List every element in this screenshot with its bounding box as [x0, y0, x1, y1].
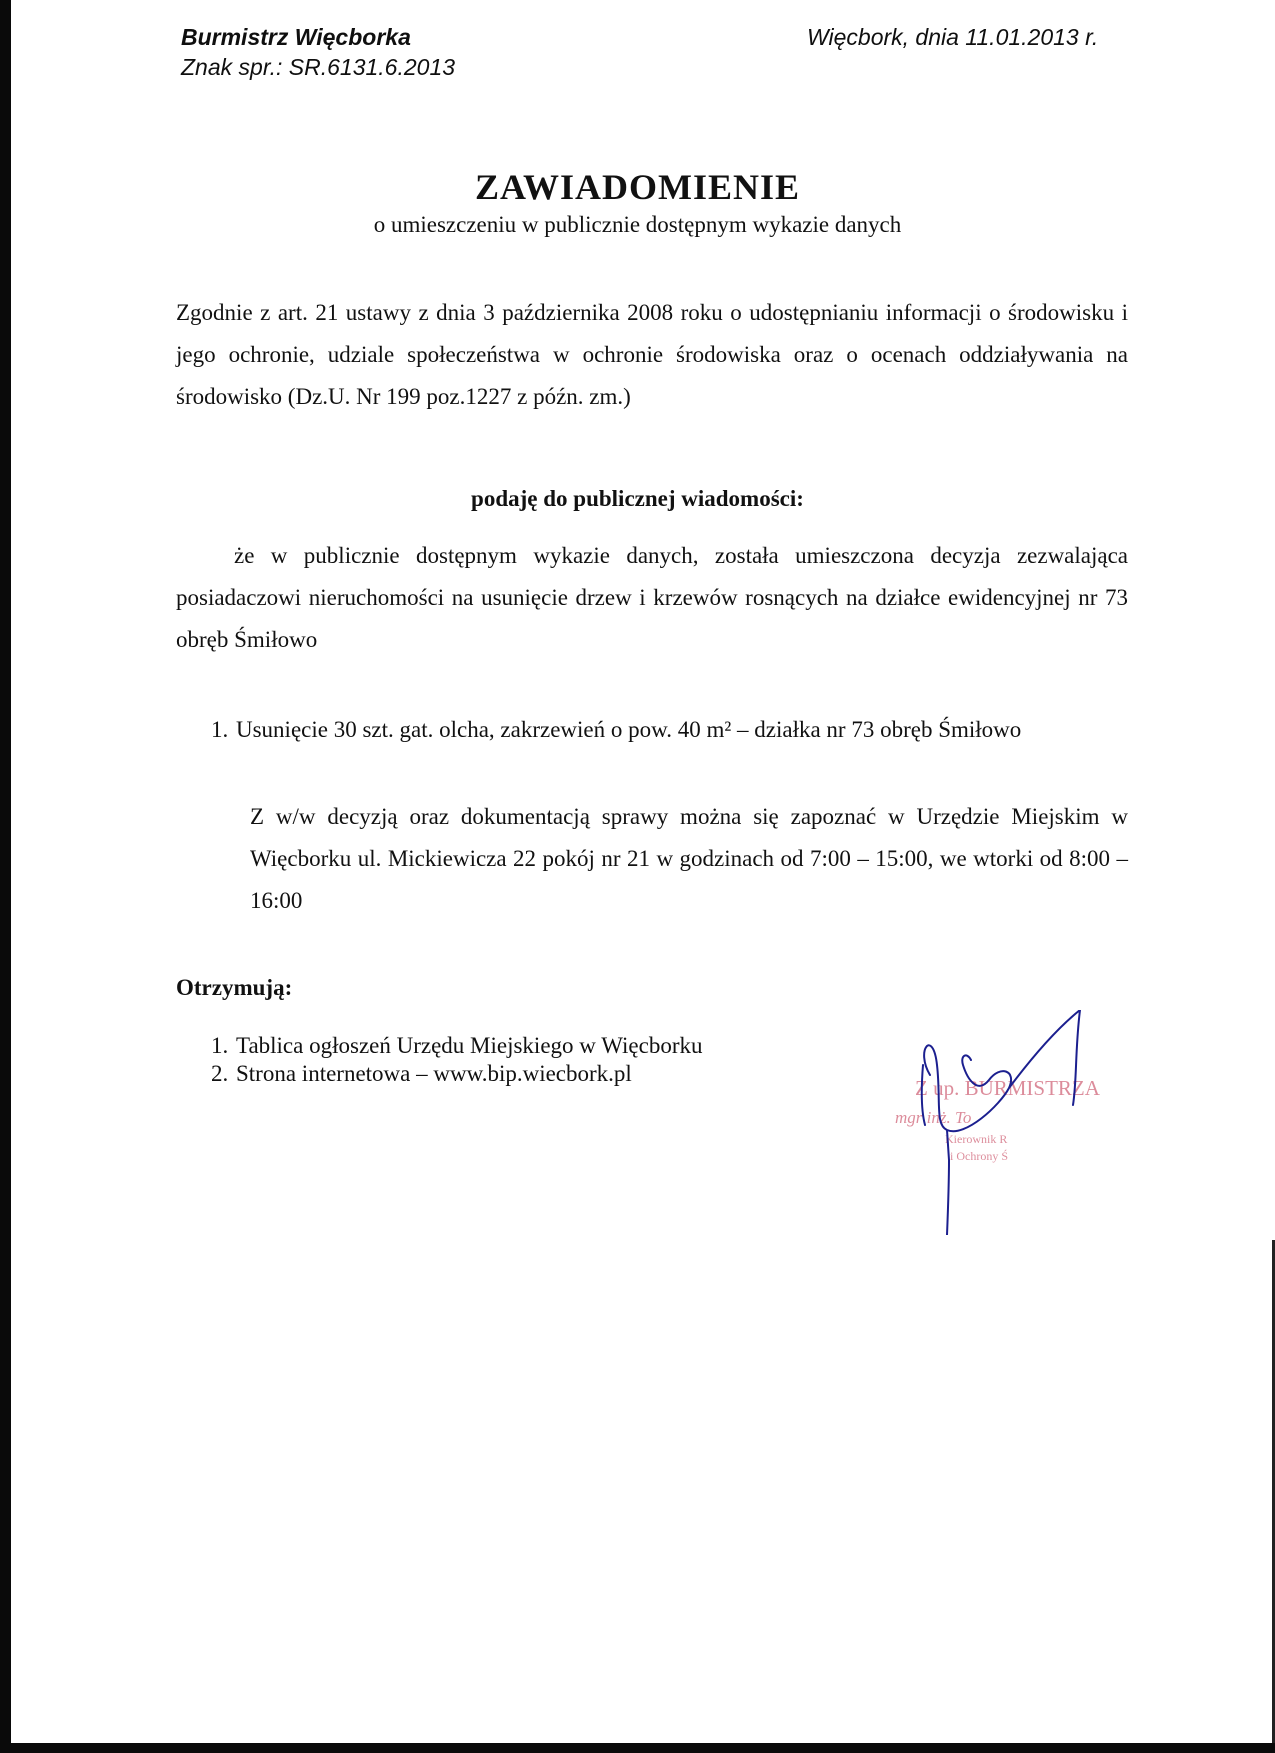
list-item-text: Tablica ogłoszeń Urzędu Miejskiego w Więcborku	[236, 1033, 703, 1058]
handwritten-signature	[905, 1010, 1095, 1235]
stamp-line-2: mgr inż. To	[895, 1108, 972, 1127]
issuing-authority: Burmistrz Więcborka	[181, 24, 411, 50]
document-title: ZAWIADOMIENIE	[474, 167, 801, 207]
inspection-details-paragraph: Z w/w decyzją oraz dokumentacją sprawy można się zapoznać w Urzędzie Miejskim w Więcborku ul. Mickiewicza 22 pokój nr 21 w godzinach od 7:00 – 15:00, we wtorki od 8:00 – 16:00	[250, 804, 1128, 913]
decision-paragraph	[176, 535, 1128, 661]
stamp-line-1: Z up. BURMISTRZA	[915, 1076, 1100, 1100]
signature-stroke	[922, 1010, 1080, 1235]
list-item-text: Strona internetowa – www.bip.wiecbork.pl	[236, 1061, 632, 1086]
list-item-number: 2.	[211, 1061, 229, 1086]
stamp-line-4: i Ochrony Ś	[950, 1149, 1008, 1163]
announcement-heading: podaję do publicznej wiadomości:	[471, 486, 804, 511]
scan-edge-bottom	[0, 1743, 1275, 1753]
scan-edge-left	[0, 0, 11, 1753]
recipients-heading: Otrzymują:	[176, 975, 293, 1000]
list-item-number: 1.	[211, 1033, 229, 1058]
list-item	[211, 1060, 702, 1088]
place-and-date: Więcbork, dnia 11.01.2013 r.	[807, 24, 1099, 50]
case-reference: Znak spr.: SR.6131.6.2013	[181, 54, 456, 80]
recipients-list	[211, 1032, 702, 1088]
list-item	[211, 1032, 702, 1060]
legal-basis-paragraph: Zgodnie z art. 21 ustawy z dnia 3 października 2008 roku o udostępnianiu informacji o środowisku i jego ochronie, udziale społeczeństwa w ochronie środowiska oraz o ocenach oddziaływania na środowisko (Dz.U. Nr 199 poz.1227 z późn. zm.)	[176, 300, 1128, 409]
stamp-line-3: Kierownik R	[945, 1132, 1008, 1146]
list-item-number: 1.	[211, 717, 229, 742]
document-subtitle: o umieszczeniu w publicznie dostępnym wykazie danych	[373, 212, 902, 237]
decision-text: że w publicznie dostępnym wykazie danych, została umieszczona decyzja zezwalająca posiadaczowi nieruchomości na usunięcie drzew i krzewów rosnących na działce ewidencyjnej nr 73 obręb Śmiłowo	[176, 543, 1128, 652]
list-item-text: Usunięcie 30 szt. gat. olcha, zakrzewień o pow. 40 m² – działka nr 73 obręb Śmiłowo	[236, 717, 1022, 742]
permitted-actions-list	[211, 716, 1021, 744]
list-item	[211, 716, 1021, 744]
